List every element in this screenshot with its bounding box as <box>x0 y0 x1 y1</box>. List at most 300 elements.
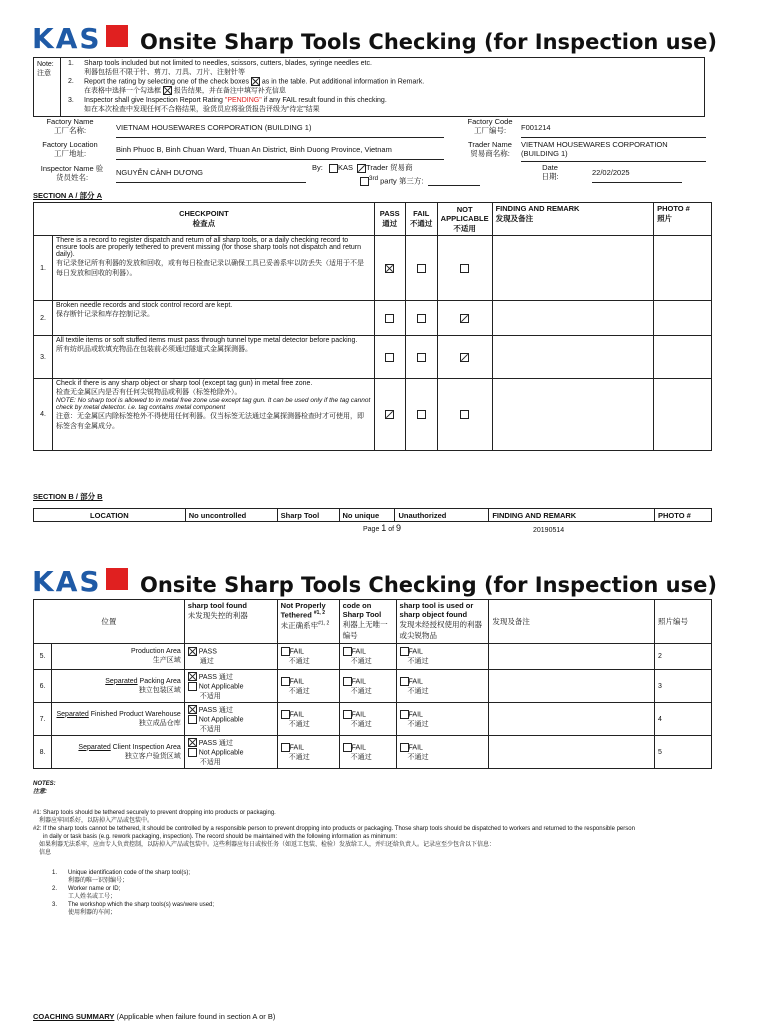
header-en: sharp object found <box>399 610 468 619</box>
location-cn: 独立客户验货区域 <box>124 752 181 760</box>
inspector-name-field[interactable] <box>116 168 306 183</box>
pending-text: "PENDING" <box>224 96 262 104</box>
by-third-party <box>360 174 423 186</box>
checkpoint-cell <box>52 301 374 336</box>
header-finding <box>492 203 653 236</box>
note-item-1 <box>68 59 698 68</box>
header-en: Not Properly <box>280 601 326 610</box>
header-pass <box>374 203 405 236</box>
finding-cell[interactable] <box>489 703 655 736</box>
row-number: 1. <box>34 236 53 301</box>
fail-cn: 不通过 <box>407 753 429 761</box>
na-cn: 不适用 <box>199 758 221 766</box>
photo-cell[interactable]: 4 <box>655 703 712 736</box>
label-cn: 货员姓名: <box>55 173 89 182</box>
fail-cell <box>405 236 437 301</box>
finding-cell[interactable] <box>489 736 655 769</box>
inspector-name-label <box>30 164 114 182</box>
pass-checkbox[interactable] <box>188 647 197 656</box>
section-a-title: SECTION A / 部分 A <box>33 191 103 200</box>
location-cn: 独立包装区域 <box>138 686 181 694</box>
finding-cell[interactable] <box>489 670 655 703</box>
checkpoint-text: Broken needle records and stock control record are kept. <box>55 302 233 309</box>
table-header-row <box>34 509 712 522</box>
list-text: Unique identification code of the sharp tool(s); <box>68 870 191 876</box>
label-en: Inspector Name 验 <box>40 164 104 173</box>
fail-cn: 不通过 <box>288 753 310 761</box>
photo-cell[interactable] <box>654 336 712 379</box>
found-cell <box>184 703 277 736</box>
na-label: Not Applicable <box>198 748 244 756</box>
used-cell <box>396 644 489 670</box>
header-sup: #1, 2 <box>318 620 330 626</box>
header-en: Sharp Tool <box>342 610 382 619</box>
fail-label: FAIL <box>408 677 423 685</box>
table-row <box>34 336 712 379</box>
date-label <box>530 163 570 181</box>
found-cell <box>184 670 277 703</box>
factory-code-label <box>450 117 530 135</box>
pass-label: PASS <box>198 648 217 656</box>
fail-checkbox[interactable] <box>417 264 426 273</box>
code-cell <box>339 736 396 769</box>
checkpoint-cell <box>52 336 374 379</box>
pass-checkbox[interactable] <box>385 264 394 273</box>
pass-cell <box>374 379 405 451</box>
note-2-cn: 如果利器无法系牢，应由专人负责控制，以防掉入产品或包装中。这些利器应每日或按任务（如返工包装、检验）发放给工人，并归还给负责人。记录应至少包含以下信息： <box>39 842 496 848</box>
pass-checkbox[interactable] <box>188 705 197 714</box>
fail-cn: 不通过 <box>407 687 429 695</box>
header-sharp-tool: Sharp Tool <box>277 509 339 522</box>
na-cn: 不适用 <box>199 692 221 700</box>
header-finding: FINDING AND REMARK <box>489 509 655 522</box>
fail-label: FAIL <box>408 648 423 656</box>
header-en: PHOTO # <box>657 204 690 213</box>
by-third-checkbox[interactable] <box>360 177 369 186</box>
tether-cell <box>277 670 339 703</box>
label-en: Date <box>542 163 558 172</box>
finding-cell[interactable] <box>489 644 655 670</box>
fail-checkbox[interactable] <box>400 743 409 752</box>
table-header-row <box>34 600 712 644</box>
list-item <box>52 885 452 893</box>
pass-cell <box>374 301 405 336</box>
fail-checkbox[interactable] <box>417 353 426 362</box>
note-cn: 利器包括但不限于针、剪刀、刀具、刀片、注射针等 <box>84 69 245 76</box>
fail-cn: 不通过 <box>288 658 310 665</box>
fail-checkbox[interactable] <box>400 647 409 656</box>
fail-cn: 不通过 <box>350 687 372 695</box>
kas-logo <box>32 565 128 598</box>
page-label: Page <box>363 526 382 533</box>
location-text: Production Area <box>130 648 181 655</box>
checkbox-example-icon <box>163 86 172 95</box>
checkpoint-cell <box>52 236 374 301</box>
used-cell <box>396 736 489 769</box>
fail-checkbox[interactable] <box>343 743 352 752</box>
fail-label: FAIL <box>351 677 366 685</box>
third-party-field[interactable] <box>428 171 480 186</box>
header-photo: PHOTO # <box>655 509 712 522</box>
coaching-title: COACHING SUMMARY <box>33 1012 115 1021</box>
label-en: Factory Name <box>46 117 94 126</box>
header-photo <box>654 203 712 236</box>
header-finding-cn: 发现及备注 <box>489 600 655 644</box>
header-cn: 照片 <box>657 214 673 223</box>
factory-location-value: Binh Phuoc B, Binh Chuan Ward, Thuan An District, Binh Duong Province, Vietnam <box>116 145 392 154</box>
logo-red-square-icon <box>106 568 128 590</box>
page-of: of <box>386 526 397 533</box>
checkpoint-text: There is a record to register dispatch and return of all sharp tools, or a daily checking record to ensure tools are properly tethered to prevent missing (for those sharp tools not dispatch and return daily). <box>55 237 362 258</box>
na-checkbox[interactable] <box>460 410 469 419</box>
fail-checkbox[interactable] <box>400 677 409 686</box>
fail-label: FAIL <box>289 677 305 685</box>
na-cn: 不适用 <box>199 725 221 733</box>
fail-cn: 不通过 <box>350 720 372 728</box>
header-en: NOT <box>456 204 473 214</box>
na-checkbox[interactable] <box>460 314 469 323</box>
header-fail <box>405 203 437 236</box>
header-cn: 不适用 <box>453 223 476 233</box>
section-b-title: SECTION B / 部分 B <box>33 492 103 501</box>
label-en: Factory Code <box>467 117 513 126</box>
header-cn: 不通过 <box>409 219 433 228</box>
fail-cn: 不通过 <box>350 753 372 761</box>
na-cell <box>437 336 492 379</box>
notes-label: NOTES: <box>33 781 56 787</box>
by-trader-label: Trader 贸易商 <box>366 163 413 172</box>
fail-cell <box>405 301 437 336</box>
pass-cell <box>374 336 405 379</box>
header-en: sharp tool found <box>187 601 247 610</box>
fail-checkbox[interactable] <box>417 314 426 323</box>
fail-checkbox[interactable] <box>343 710 352 719</box>
pass-cn: 通过 <box>199 658 214 665</box>
list-num: 2. <box>52 886 58 892</box>
list-cn: 利器的唯一识别编号； <box>68 878 129 884</box>
na-label: Not Applicable <box>198 715 244 723</box>
used-cell <box>396 703 489 736</box>
notes-heading <box>33 780 56 796</box>
row-number: 4. <box>34 379 53 451</box>
trader-name-label <box>450 140 530 158</box>
by-trader-checkbox[interactable] <box>357 164 366 173</box>
header-cn: 未正确系牢 <box>280 620 319 630</box>
row-number: 2. <box>34 301 53 336</box>
table-row <box>34 236 712 301</box>
header-not-applicable <box>437 203 492 236</box>
checkpoint-note-cn: 注意：无金属区内除标签枪外不得使用任何利器。仅当标签无法通过金属探测器检查时才可使用，即标签含有金属成分。 <box>55 413 364 430</box>
section-b-table <box>33 508 712 522</box>
pass-label: PASS 通过 <box>198 739 233 747</box>
by-kas-checkbox[interactable] <box>329 164 338 173</box>
fail-checkbox[interactable] <box>400 710 409 719</box>
header-en: sharp tool is used or <box>399 601 474 610</box>
note-cn: 在表格中选择一个勾选框 <box>84 87 161 95</box>
photo-cell[interactable]: 3 <box>655 670 712 703</box>
header-used <box>396 600 489 644</box>
document-code: 20190514 <box>533 527 565 534</box>
fail-cn: 不通过 <box>350 658 372 665</box>
logo-text: KAS <box>32 565 102 598</box>
header-code <box>339 600 396 644</box>
pass-label: PASS 通过 <box>198 706 233 714</box>
header-en: CHECKPOINT <box>179 209 229 218</box>
section-b-continued-table <box>33 599 712 769</box>
row-number: 8. <box>34 736 52 769</box>
code-cell <box>339 644 396 670</box>
note-text: if any FAIL result found in this checking. <box>261 96 387 104</box>
note-1-cn: 利器应牢固系好，以防掉入产品或包装中。 <box>39 818 154 824</box>
header-sup: #1, 2 <box>313 610 325 616</box>
fail-cn: 不通过 <box>288 720 310 728</box>
factory-location-label <box>30 140 110 158</box>
section-a-table <box>33 202 712 451</box>
photo-cell[interactable]: 5 <box>655 736 712 769</box>
note-cn: 如在本次检查中发现任何不合格结果，验货员应将验货报告评级为“待定”结果 <box>84 105 320 113</box>
found-cell <box>184 736 277 769</box>
by-kas-label: KAS <box>337 163 353 172</box>
header-cn: 发现未经授权使用的利器或尖锐物品 <box>399 620 483 640</box>
table-row <box>34 379 712 451</box>
header-en: FAIL <box>413 209 430 218</box>
third-prefix: 3 <box>369 175 373 182</box>
note-text: Inspector shall give Inspection Report Rating <box>84 96 225 104</box>
table-row <box>34 703 712 736</box>
list-cn: 工人姓名或工号； <box>68 894 117 900</box>
tether-cell <box>277 736 339 769</box>
photo-cell[interactable] <box>654 379 712 451</box>
pass-checkbox[interactable] <box>188 672 197 681</box>
tether-cell <box>277 703 339 736</box>
logo-text: KAS <box>32 22 102 55</box>
note-label <box>37 60 54 78</box>
label-cn: 日期: <box>541 172 559 181</box>
row-number: 3. <box>34 336 53 379</box>
pass-checkbox[interactable] <box>188 738 197 747</box>
location-cell <box>51 736 184 769</box>
na-cell <box>437 236 492 301</box>
checkpoint-cn: 有记录登记所有利器的发放和回收，或有每日检查记录以确保工具已妥善系牢以防丢失（适用于不是每日发放和回收的利器）。 <box>55 260 364 277</box>
header-cn: 检查点 <box>192 219 216 228</box>
header-cn: 发现及备注 <box>495 214 534 223</box>
notes-list <box>68 59 698 114</box>
pass-checkbox[interactable] <box>385 410 394 419</box>
note-2-cn-2: 信息 <box>39 850 52 856</box>
factory-code-value: F001214 <box>521 123 551 132</box>
label-cn: 贸易商名称: <box>470 149 510 158</box>
table-header-row <box>34 203 712 236</box>
pass-cell <box>374 236 405 301</box>
kas-logo <box>32 22 128 55</box>
trader-name-value: (BUILDING 1) <box>521 149 568 158</box>
header-cn: 利器上无唯一编号 <box>342 620 388 640</box>
list-item <box>52 901 452 909</box>
finding-cell[interactable] <box>492 379 653 451</box>
header-no-uncontrolled: No uncontrolled <box>185 509 277 522</box>
header-photo-cn: 照片编号 <box>655 600 712 644</box>
pass-label: PASS 通过 <box>198 673 233 681</box>
photo-cell[interactable]: 2 <box>655 644 712 670</box>
header-en: FINDING AND REMARK <box>495 204 580 213</box>
code-cell <box>339 703 396 736</box>
na-cell <box>437 301 492 336</box>
coaching-note: (Applicable when failure found in section A or B) <box>114 1012 276 1021</box>
header-en: Tethered <box>280 610 312 620</box>
na-checkbox[interactable] <box>460 264 469 273</box>
third-sup: rd <box>372 175 379 182</box>
label-cn: 工厂名称: <box>53 126 87 135</box>
checkpoint-cn: 所有纺织品或软填充物品在包装前必须通过隧道式金属探测器。 <box>55 346 252 353</box>
checkpoint-note: NOTE: No sharp tool is allowed to in metal free zone use except tag gun. It can be used only if the tag cannot check by metal detector. i.e. tag contains metal component <box>55 397 371 411</box>
page-total: 9 <box>396 523 402 533</box>
table-row <box>34 736 712 769</box>
date-value: 22/02/2025 <box>592 168 630 177</box>
third-label: party 第三方: <box>378 176 424 186</box>
header-checkpoint <box>34 203 375 236</box>
note-2b: in daily or task basis (e.g. rework packaging, inspection). The record should be maintained with the following information as minimum: <box>43 834 398 840</box>
fail-checkbox[interactable] <box>281 677 290 686</box>
header-en: APPLICABLE <box>440 213 489 223</box>
factory-name-label <box>30 117 110 135</box>
header-tethered <box>277 600 339 644</box>
checkpoint-cell <box>52 379 374 451</box>
na-cell <box>437 379 492 451</box>
note-label-cn: 注意 <box>37 70 51 77</box>
fail-cell <box>405 379 437 451</box>
checkpoint-text: All textile items or soft stuffed items must pass through tunnel type metal detector before packing. <box>55 337 358 344</box>
logo-red-square-icon <box>106 25 128 47</box>
label-en: Trader Name <box>468 140 512 149</box>
location-underlined: Separated <box>78 743 111 751</box>
list-text: Worker name or ID; <box>68 886 121 892</box>
table-row <box>34 670 712 703</box>
used-cell <box>396 670 489 703</box>
fail-checkbox[interactable] <box>417 410 426 419</box>
fail-label: FAIL <box>351 743 366 751</box>
header-found <box>184 600 277 644</box>
header-cn: 通过 <box>382 219 398 228</box>
checkpoint-text: Check if there is any sharp object or sharp tool (except tag gun) in metal free zone. <box>55 380 313 387</box>
note-1: #1: Sharp tools should be tethered securely to prevent dropping into products or packaging. <box>33 810 276 816</box>
note-label-en: Note: <box>37 61 54 68</box>
code-cell <box>339 670 396 703</box>
location-underlined: Separated <box>105 677 138 685</box>
location-cn: 生产区域 <box>152 657 181 664</box>
fail-checkbox[interactable] <box>281 710 290 719</box>
finding-cell[interactable] <box>492 336 653 379</box>
trader-name-field[interactable] <box>521 140 706 162</box>
fail-checkbox[interactable] <box>281 647 290 656</box>
header-en: PASS <box>379 209 400 218</box>
na-checkbox[interactable] <box>460 353 469 362</box>
header-location-cn: 位置 <box>34 600 185 644</box>
note-cn-2 <box>68 86 698 95</box>
location-text: Finished Product Warehouse <box>88 710 181 718</box>
checkpoint-cn: 检查无金属区内是否有任何尖锐物品或利器（标签枪除外）。 <box>55 389 242 396</box>
note-item-2 <box>68 77 698 86</box>
inspector-name-value: NGUYỄN CẢNH DƯƠNG <box>116 168 204 177</box>
fail-label: FAIL <box>351 648 366 656</box>
fail-checkbox[interactable] <box>343 677 352 686</box>
note-2: #2: If the sharp tools cannot be tethered, it should be controlled by a responsible person to prevent dropping into products or packaging. Those sharp tools should be dispatched to workers and returned to the responsible person <box>33 826 635 832</box>
note-num: 2. <box>68 78 74 86</box>
notes-label-cn: 注意: <box>33 789 47 795</box>
fail-label: FAIL <box>408 710 423 718</box>
pass-checkbox[interactable] <box>385 314 394 323</box>
note-num: 1. <box>68 60 74 67</box>
fail-label: FAIL <box>289 710 305 718</box>
fail-cell <box>405 336 437 379</box>
fail-cn: 不通过 <box>407 720 429 728</box>
list-num: 1. <box>52 870 58 876</box>
na-checkbox[interactable] <box>188 682 197 691</box>
page-num: 1 <box>381 523 387 533</box>
row-number: 6. <box>34 670 52 703</box>
location-cell <box>51 644 184 670</box>
factory-location-field[interactable] <box>116 145 444 160</box>
factory-name-field[interactable] <box>116 123 444 138</box>
location-text: Packing Area <box>137 677 181 685</box>
photo-cell[interactable] <box>654 301 712 336</box>
na-label: Not Applicable <box>198 682 244 690</box>
by-label: By: <box>312 163 323 172</box>
na-checkbox[interactable] <box>188 748 197 757</box>
date-field[interactable] <box>592 168 682 183</box>
na-checkbox[interactable] <box>188 715 197 724</box>
table-row <box>34 301 712 336</box>
note-cn: 报告结果，并在备注中填写补充信息 <box>173 87 286 95</box>
list-num: 3. <box>52 902 58 908</box>
checkbox-example-icon <box>251 77 260 86</box>
header-cn: 未发现失控的利器 <box>187 611 248 620</box>
notes-body <box>33 809 723 857</box>
note-text: Report the rating by selecting one of the check boxes <box>84 78 249 86</box>
fail-checkbox[interactable] <box>281 743 290 752</box>
location-cell <box>51 703 184 736</box>
fail-cn: 不通过 <box>407 658 429 665</box>
tether-cell <box>277 644 339 670</box>
header-no-unique: No unique <box>339 509 395 522</box>
finding-cell[interactable] <box>492 236 653 301</box>
label-cn: 工厂编号: <box>473 126 507 135</box>
coaching-summary <box>33 1012 275 1021</box>
row-number: 5. <box>34 644 52 670</box>
factory-name-value: VIETNAM HOUSEWARES CORPORATION (BUILDING 1) <box>116 123 312 132</box>
location-cell <box>51 670 184 703</box>
label-cn: 工厂地址: <box>53 149 87 158</box>
notes-box <box>33 57 705 117</box>
requirement-list <box>52 869 452 917</box>
notes-divider <box>60 58 61 116</box>
fail-checkbox[interactable] <box>343 647 352 656</box>
note-text: as in the table. Put additional information in Remark. <box>261 78 425 86</box>
header-en: code on <box>342 601 372 610</box>
note-num: 3. <box>68 96 74 104</box>
pass-checkbox[interactable] <box>385 353 394 362</box>
row-number: 7. <box>34 703 52 736</box>
fail-label: FAIL <box>408 743 423 751</box>
photo-cell[interactable] <box>654 236 712 301</box>
list-text: The workshop which the sharp tools(s) was/were used; <box>68 902 215 908</box>
page-number <box>363 524 401 534</box>
page-title: Onsite Sharp Tools Checking (for Inspection use) <box>140 30 717 54</box>
factory-code-field[interactable] <box>521 123 706 138</box>
fail-cn: 不通过 <box>288 687 310 695</box>
finding-cell[interactable] <box>492 301 653 336</box>
list-cn: 使用利器的车间； <box>68 910 117 916</box>
note-text: Sharp tools included but not limited to needles, scissors, cutters, blades, syringe needles etc. <box>84 60 372 67</box>
